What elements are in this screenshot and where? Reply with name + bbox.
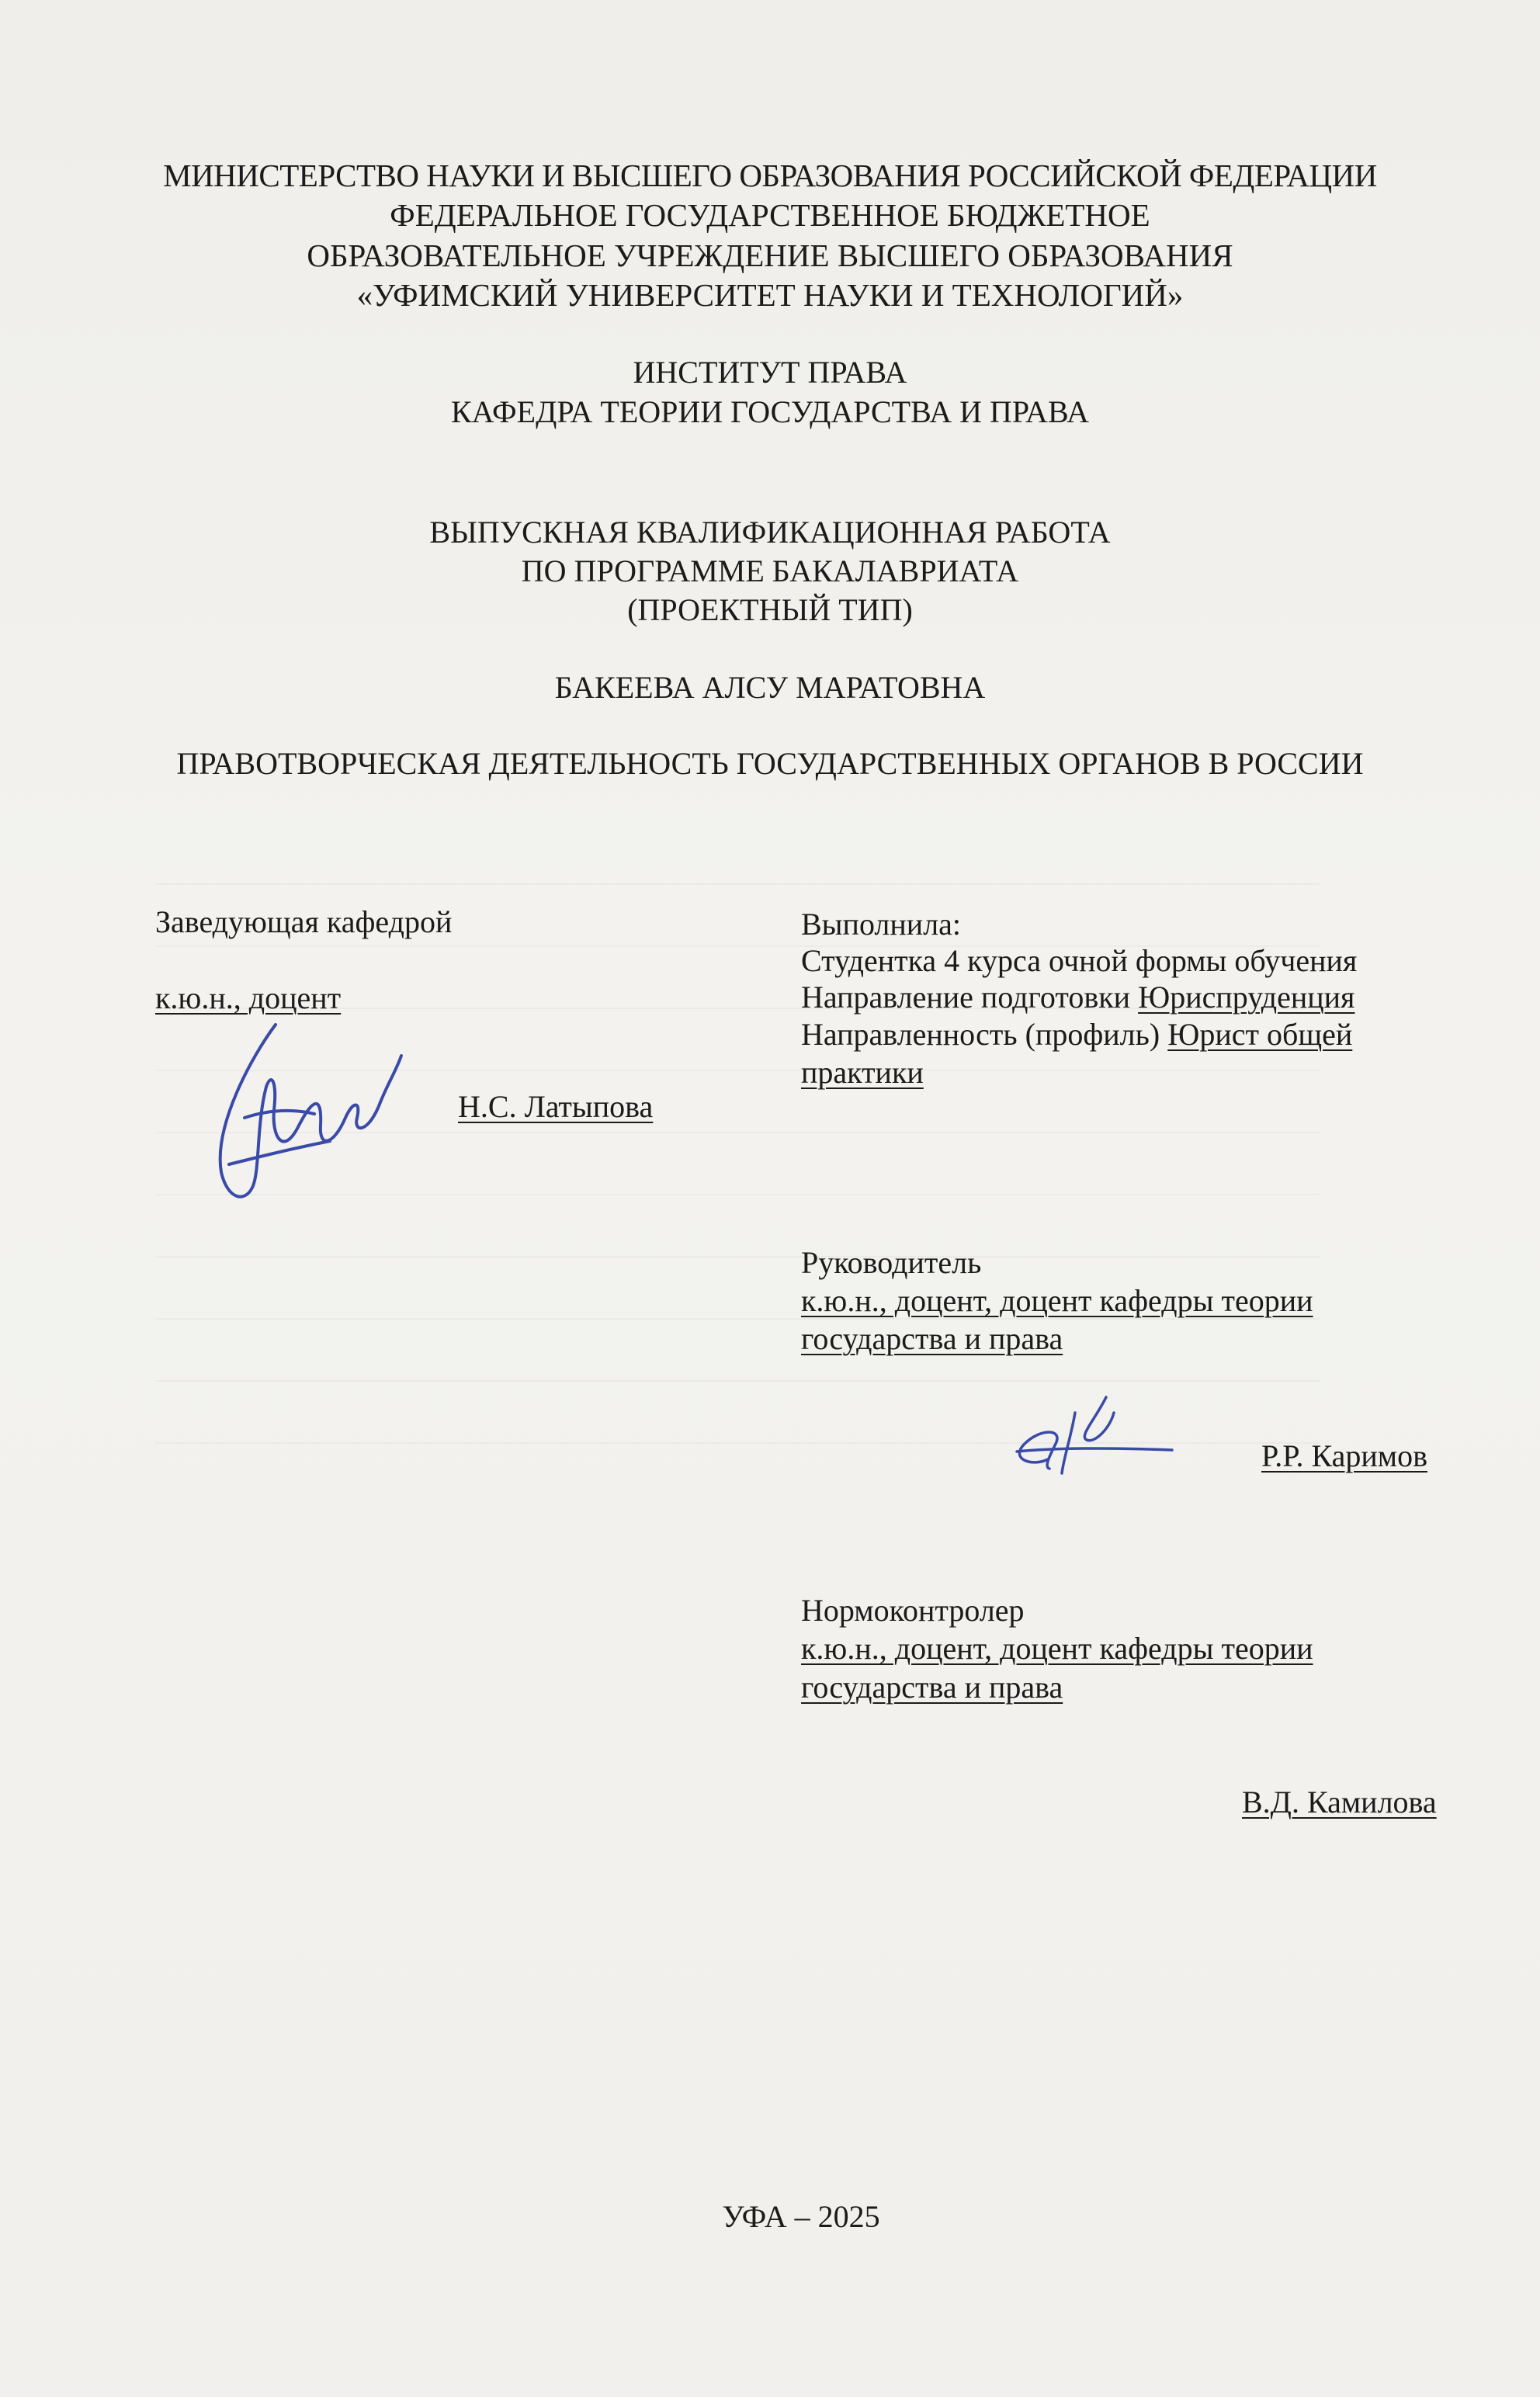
supervisor-degree-1: к.ю.н., доцент, доцент кафедры теории [801, 1283, 1313, 1318]
header-line-2: ФЕДЕРАЛЬНОЕ ГОСУДАРСТВЕННОЕ БЮДЖЕТНОЕ [390, 197, 1150, 233]
thesis-title: ПРАВОТВОРЧЕСКАЯ ДЕЯТЕЛЬНОСТЬ ГОСУДАРСТВЕННЫХ ОРГАНОВ В РОССИИ [176, 746, 1364, 781]
supervisor-role: Руководитель [801, 1245, 982, 1280]
student-label: Выполнила: [801, 907, 962, 942]
normcontroller-role: Нормоконтролер [801, 1593, 1025, 1628]
author-name: БАКЕЕВА АЛСУ МАРАТОВНА [554, 670, 986, 705]
supervisor-degree-2: государства и права [801, 1321, 1063, 1356]
student-course: Студентка 4 курса очной формы обучения [801, 943, 1358, 978]
direction-label: Направление подготовки [801, 980, 1139, 1015]
normcontroller-degree-2: государства и права [801, 1670, 1063, 1705]
head-signature-image [198, 1009, 423, 1211]
profile-value: Юрист общей [1167, 1017, 1353, 1052]
student-direction [801, 979, 1354, 1016]
university-name: «УФИМСКИЙ УНИВЕРСИТЕТ НАУКИ И ТЕХНОЛОГИЙ» [356, 277, 1184, 313]
city-year: УФА – 2025 [722, 2199, 880, 2234]
head-name: Н.С. Латыпова [458, 1089, 654, 1124]
supervisor-signature-image [1001, 1382, 1180, 1483]
work-type-line-1: ВЫПУСКНАЯ КВАЛИФИКАЦИОННАЯ РАБОТА [429, 515, 1111, 550]
direction-value: Юриспруденция [1138, 980, 1355, 1015]
department-name: КАФЕДРА ТЕОРИИ ГОСУДАРСТВА И ПРАВА [451, 394, 1089, 429]
header-line-3: ОБРАЗОВАТЕЛЬНОЕ УЧРЕЖДЕНИЕ ВЫСШЕГО ОБРАЗОВАНИЯ [307, 238, 1233, 273]
normcontroller-name: В.Д. Камилова [1242, 1785, 1437, 1819]
institute-name: ИНСТИТУТ ПРАВА [633, 355, 907, 390]
normcontroller-degree-1: к.ю.н., доцент, доцент кафедры теории [801, 1631, 1313, 1666]
work-type-line-2: ПО ПРОГРАММЕ БАКАЛАВРИАТА [521, 553, 1019, 588]
student-profile [801, 1016, 1352, 1053]
profile-label: Направленность (профиль) [801, 1017, 1168, 1052]
head-role: Заведующая кафедрой [155, 904, 453, 939]
work-type-line-3: (ПРОЕКТНЫЙ ТИП) [627, 592, 913, 627]
ministry-line: МИНИСТЕРСТВО НАУКИ И ВЫСШЕГО ОБРАЗОВАНИЯ РОССИЙСКОЙ ФЕДЕРАЦИИ [163, 158, 1377, 193]
supervisor-name: Р.Р. Каримов [1261, 1438, 1428, 1473]
student-profile-cont: практики [801, 1055, 924, 1090]
head-degree: к.ю.н., доцент [155, 980, 342, 1015]
